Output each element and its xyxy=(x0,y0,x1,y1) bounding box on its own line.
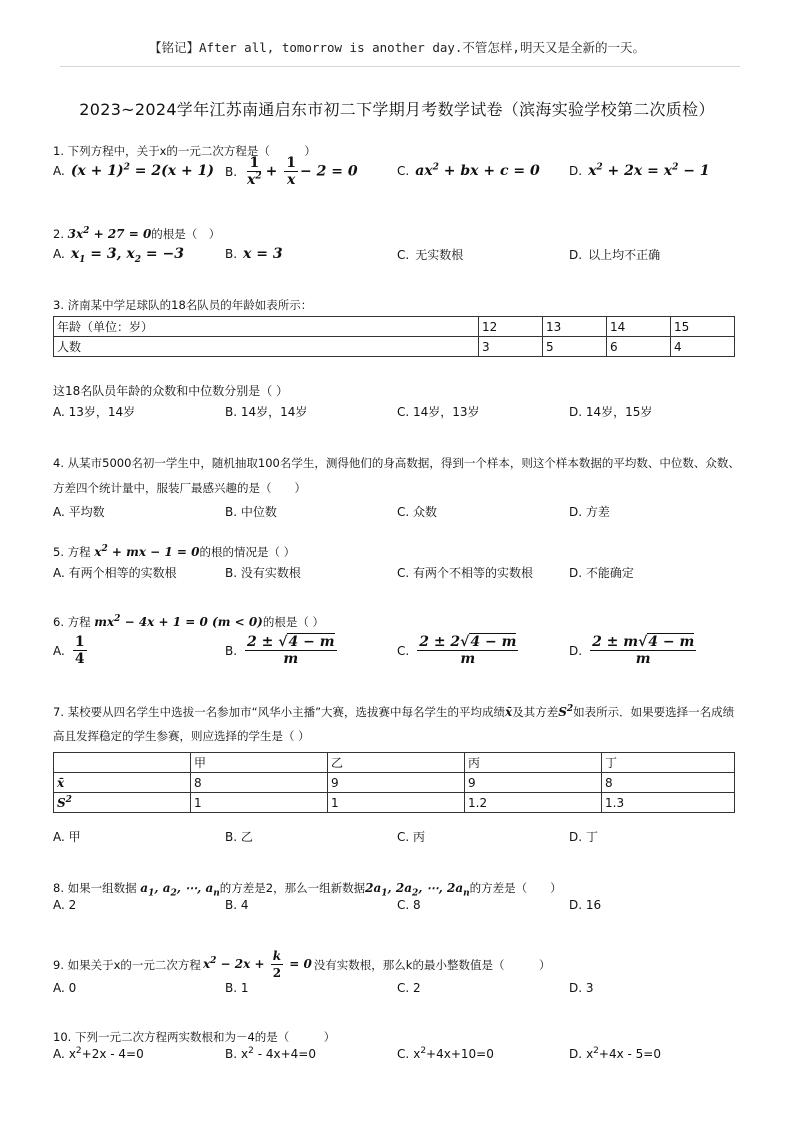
question-5-option-b[interactable]: B. 没有实数根 xyxy=(225,566,301,580)
question-2-option-d[interactable]: D. 以上均不正确 xyxy=(569,247,661,262)
table-row: 人数 3 5 6 4 xyxy=(54,337,735,357)
question-9-options xyxy=(53,981,753,1005)
question-2-option-b[interactable]: B. x = 3 xyxy=(225,246,283,262)
table-row: 甲 乙 丙 丁 xyxy=(54,753,735,773)
question-1-option-c[interactable]: C. $ax^2$ + bx + c = 0 xyxy=(397,162,540,179)
question-4-stem: 4. 从某市5000名初一学生中，随机抽取100名学生，测得他们的身高数据，得到一个样本，则这个样本数据的平均数、中位数、众数、方差四个统计量中，服装厂最感兴趣的是（ ） xyxy=(53,456,740,495)
question-7-option-c[interactable]: C. 丙 xyxy=(397,830,426,844)
score-table xyxy=(53,752,735,813)
question-3-options xyxy=(53,403,753,427)
question-10-options xyxy=(53,1047,753,1071)
question-6 xyxy=(53,614,753,674)
question-2-stem: 2. $3x^2 + 27 = 0$的根是（ ） xyxy=(53,226,221,241)
question-9-option-a[interactable]: A. 0 xyxy=(53,981,77,995)
question-6-option-a[interactable]: A. $\frac{1}{4}$ xyxy=(53,634,85,667)
question-9-stem: 9. 如果关于x的一元二次方程 $x^2 - 2x$ + $\frac{k}{2}$ = 0 没有实数根，那么k的最小整数值是（ ） xyxy=(53,949,551,980)
question-4-options xyxy=(53,503,753,527)
question-4-option-a[interactable]: A. 平均数 xyxy=(53,505,105,519)
question-4 xyxy=(53,451,753,527)
question-8-option-c[interactable]: C. 8 xyxy=(397,898,421,912)
table-row: $S^2$ 1 1 1.2 1.3 xyxy=(54,793,735,813)
question-2-option-a[interactable]: A. $x_1 = 3$, $x_2 = -3$ xyxy=(53,246,184,265)
question-10-option-c[interactable]: C. $x^2+4x+10=0$ xyxy=(397,1046,494,1061)
question-4-option-b[interactable]: B. 中位数 xyxy=(225,505,277,519)
question-6-options xyxy=(53,634,753,674)
question-6-option-c[interactable]: C. $\frac{2 \pm 2√4 - m}{m}$ xyxy=(397,634,517,667)
table-row: 年龄（单位：岁） 12 13 14 15 xyxy=(54,317,735,337)
question-6-option-b[interactable]: B. $\frac{2 \pm √4 - m}{m}$ xyxy=(225,634,335,667)
question-3-option-a[interactable]: A. 13岁，14岁 xyxy=(53,405,136,419)
question-8-option-d[interactable]: D. 16 xyxy=(569,898,602,912)
question-1-option-a[interactable]: A. $(x + 1)^2 = 2(x + 1)$ xyxy=(53,162,214,179)
question-3-stem: 3. 济南某中学足球队的18名队员的年龄如表所示： xyxy=(53,298,313,312)
question-10-option-d[interactable]: D. $x^2+4x - 5=0$ xyxy=(569,1046,661,1061)
question-7-options xyxy=(53,828,753,852)
question-6-option-d[interactable]: D. $\frac{2 \pm m√4 - m}{m}$ xyxy=(569,634,695,667)
question-7-option-b[interactable]: B. 乙 xyxy=(225,830,253,844)
header-divider xyxy=(60,66,740,67)
question-10-stem: 10. 下列一元二次方程两实数根和为－4的是（ ） xyxy=(53,1030,336,1044)
question-8-option-a[interactable]: A. 2 xyxy=(53,898,77,912)
question-2-options xyxy=(53,246,753,270)
question-8-option-b[interactable]: B. 4 xyxy=(225,898,249,912)
question-9 xyxy=(53,948,753,1005)
table-row: x̄ 8 9 9 8 xyxy=(54,773,735,793)
question-7-stem: 7. 某校要从四名学生中选拔一名参加市“风华小主播”大赛，选拔赛中每名学生的平均成绩x̄及其方差$S^2$如表所示．如果要选择一名成绩高且发挥稳定的学生参赛，则应选择的学生是（ ） xyxy=(53,704,735,743)
question-7-option-a[interactable]: A. 甲 xyxy=(53,830,81,844)
question-2 xyxy=(53,226,753,270)
question-3-prompt: 这18名队员年龄的众数和中位数分别是（ ） A. 13岁，14岁 B. 14岁，14岁 C. 14岁，13岁 D. 14岁，15岁 xyxy=(53,383,753,427)
question-3 xyxy=(53,297,753,357)
exam-title: 2023~2024学年江苏南通启东市初二下学期月考数学试卷（滨海实验学校第二次质检） xyxy=(79,100,715,119)
age-table xyxy=(53,316,735,357)
question-8 xyxy=(53,880,753,922)
question-3-option-d[interactable]: D. 14岁，15岁 xyxy=(569,405,653,419)
question-5-options xyxy=(53,564,753,588)
question-7 xyxy=(53,700,753,813)
question-5-stem: 5. 方程 $x^2$ + mx − 1 = 0的根的情况是（ ） xyxy=(53,544,296,559)
question-3-option-c[interactable]: C. 14岁，13岁 xyxy=(397,405,480,419)
question-1-option-b[interactable]: B. $\frac{1}{x^2}$ + $\frac{1}{x}$ − 2 = 0 xyxy=(225,155,358,188)
question-5-option-a[interactable]: A. 有两个相等的实数根 xyxy=(53,566,177,580)
question-10 xyxy=(53,1029,753,1071)
question-8-options xyxy=(53,898,753,922)
question-8-stem: 8. 如果一组数据 $a_1$, $a_2$, ⋯, $a_n$的方差是2，那么一组新数据$2a_1$, $2a_2$, ⋯, $2a_n$的方差是（ ） xyxy=(53,881,562,899)
question-9-option-c[interactable]: C. 2 xyxy=(397,981,421,995)
question-2-option-c[interactable]: C. 无实数根 xyxy=(397,247,464,262)
question-5 xyxy=(53,544,753,588)
question-5-option-d[interactable]: D. 不能确定 xyxy=(569,566,634,580)
question-1-option-d[interactable]: D. $x^2 + 2x = x^2 - 1$ xyxy=(569,162,710,179)
page-header-motto: 【铭记】After all, tomorrow is another day.不管怎样,明天又是全新的一天。 xyxy=(149,40,645,55)
question-3-option-b[interactable]: B. 14岁，14岁 xyxy=(225,405,308,419)
question-1 xyxy=(53,143,753,187)
question-10-option-b[interactable]: B. $x^2 - 4x+4=0$ xyxy=(225,1046,316,1061)
question-6-stem: 6. 方程 $mx^2 - 4x + 1 = 0$ (m < 0)的根是（ ） xyxy=(53,614,325,629)
question-4-option-c[interactable]: C. 众数 xyxy=(397,505,438,519)
question-5-option-c[interactable]: C. 有两个不相等的实数根 xyxy=(397,566,534,580)
question-9-option-d[interactable]: D. 3 xyxy=(569,981,594,995)
question-4-option-d[interactable]: D. 方差 xyxy=(569,505,610,519)
question-1-options xyxy=(53,155,753,188)
question-9-option-b[interactable]: B. 1 xyxy=(225,981,249,995)
question-10-option-a[interactable]: A. $x^2+2x - 4=0$ xyxy=(53,1046,144,1061)
question-7-option-d[interactable]: D. 丁 xyxy=(569,830,598,844)
question-1-stem: 1. 下列方程中，关于x的一元二次方程是（ ） xyxy=(53,144,316,158)
